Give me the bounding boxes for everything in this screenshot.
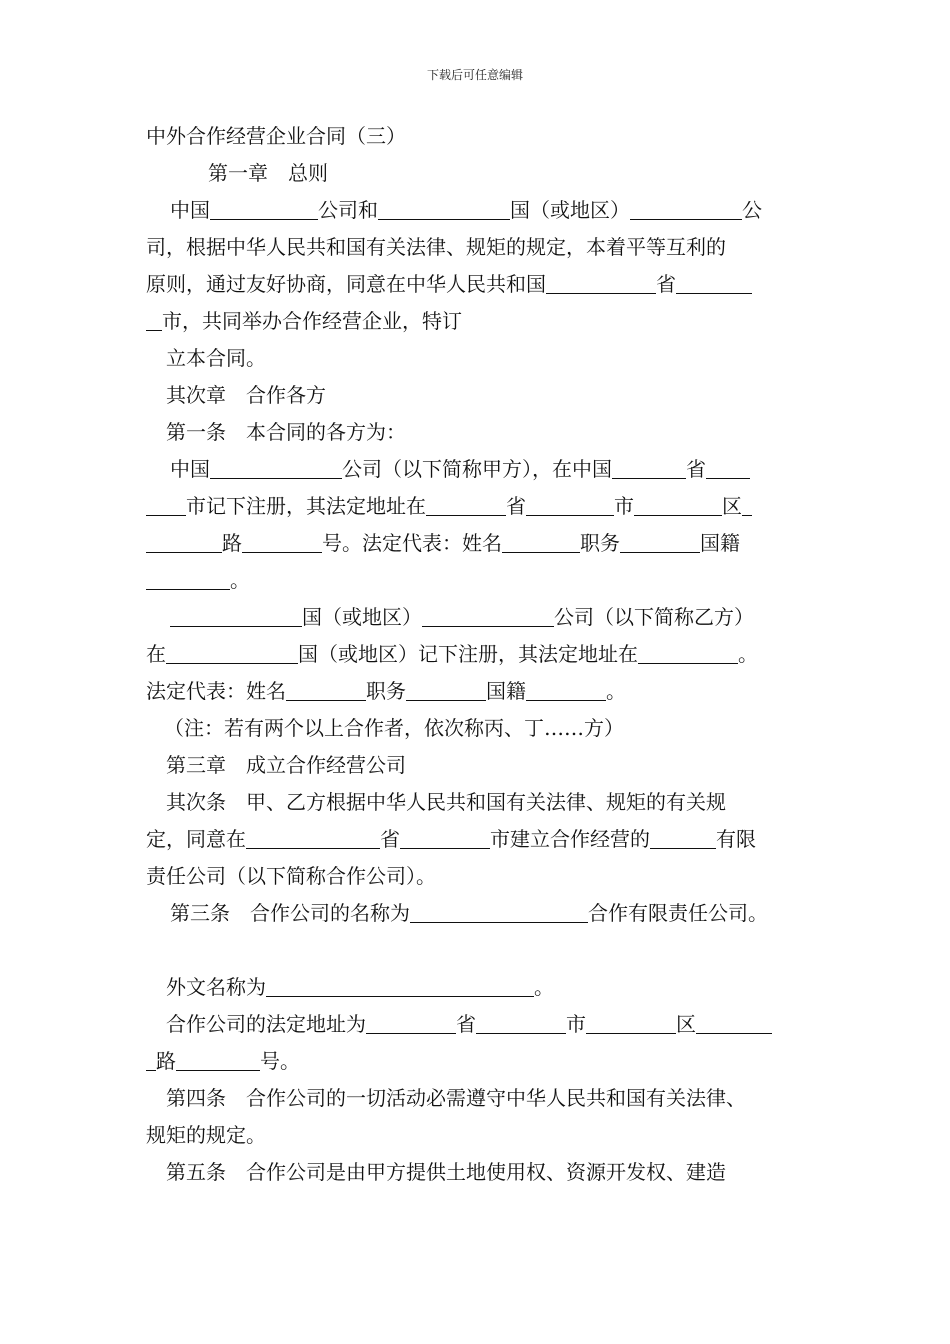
- paragraph-intro-line-2: 司，根据中华人民共和国有关法律、规矩的规定，本着平等互利的: [146, 235, 726, 259]
- blank-field[interactable]: [166, 643, 298, 664]
- blank-field[interactable]: [620, 532, 700, 553]
- blank-field[interactable]: [146, 310, 162, 331]
- blank-field[interactable]: [586, 1013, 676, 1034]
- blank-field[interactable]: [476, 1013, 566, 1034]
- blank-field[interactable]: [210, 458, 342, 479]
- party-a-line-4: 。: [146, 562, 810, 599]
- blank-field[interactable]: [286, 680, 366, 701]
- blank-field[interactable]: [676, 273, 752, 294]
- blank-field[interactable]: [146, 569, 230, 590]
- blank-field[interactable]: [546, 273, 656, 294]
- blank-field[interactable]: [246, 828, 380, 849]
- blank-field[interactable]: [612, 458, 686, 479]
- blank-field[interactable]: [378, 199, 510, 220]
- blank-field[interactable]: [400, 828, 490, 849]
- article-2-line-3: 责任公司（以下简称合作公司）。: [146, 864, 436, 888]
- chapter-1-heading: 第一章 总则: [208, 161, 328, 185]
- chapter-2-heading: 其次章 合作各方: [166, 383, 326, 407]
- blank-field[interactable]: [406, 680, 486, 701]
- paragraph-intro-line-4: 市，共同举办合作经营企业，特订: [146, 303, 810, 340]
- parties-note: （注：若有两个以上合作者，依次称丙、丁……方）: [164, 716, 624, 740]
- blank-field[interactable]: [526, 495, 614, 516]
- paragraph-intro-line-5: 立本合同。: [166, 346, 266, 370]
- paragraph-intro-line-1: 中国 公司和 国（或地区） 公: [170, 198, 762, 222]
- document-title: 中外合作经营企业合同（三）: [146, 124, 406, 148]
- article-3-line-3: 合作公司的法定地址为 省 市 区: [146, 1006, 810, 1043]
- page-header-note: 下载后可任意编辑: [426, 68, 523, 82]
- article-5-line-1: 第五条 合作公司是由甲方提供土地使用权、资源开发权、建造: [166, 1160, 726, 1184]
- party-a-line-3: 路 号。法定代表：姓名 职务 国籍: [146, 525, 810, 562]
- blank-field[interactable]: [410, 902, 588, 923]
- blank-field[interactable]: [170, 606, 302, 627]
- article-3-line-4: 路 号。: [146, 1043, 810, 1080]
- chapter-3-heading: 第三章 成立合作经营公司: [166, 753, 406, 777]
- article-4-line-1: 第四条 合作公司的一切活动必需遵守中华人民共和国有关法律、: [166, 1086, 746, 1110]
- article-3-line-2: 外文名称为 。: [166, 975, 554, 999]
- blank-field[interactable]: [146, 1050, 156, 1071]
- party-b-line-2: 在 国（或地区）记下注册，其法定地址在 。: [146, 642, 758, 666]
- contract-document: [146, 118, 810, 1191]
- blank-field[interactable]: [266, 976, 534, 997]
- article-3-line-1: 第三条 合作公司的名称为 合作有限责任公司。: [170, 901, 768, 925]
- blank-field[interactable]: [146, 532, 222, 553]
- blank-field[interactable]: [426, 495, 506, 516]
- blank-field[interactable]: [422, 606, 554, 627]
- party-a-line-1: 中国 公司（以下简称甲方），在中国 省: [146, 451, 810, 488]
- blank-field[interactable]: [630, 199, 742, 220]
- blank-field[interactable]: [502, 532, 580, 553]
- blank-field[interactable]: [634, 495, 722, 516]
- article-2-line-1: 其次条 甲、乙方根据中华人民共和国有关法律、规矩的有关规: [166, 790, 726, 814]
- blank-field[interactable]: [638, 643, 738, 664]
- party-b-line-3: 法定代表：姓名 职务 国籍 。: [146, 679, 626, 703]
- blank-field[interactable]: [706, 458, 750, 479]
- party-b-line-1: 国（或地区） 公司（以下简称乙方）: [146, 599, 810, 636]
- article-4-line-2: 规矩的规定。: [146, 1123, 266, 1147]
- blank-field[interactable]: [526, 680, 606, 701]
- blank-field[interactable]: [146, 495, 186, 516]
- blank-field[interactable]: [742, 495, 752, 516]
- article-2-line-2: 定，同意在 省 市建立合作经营的 有限: [146, 827, 756, 851]
- article-1-heading: 第一条 本合同的各方为：: [166, 420, 406, 444]
- party-a-line-2: 市记下注册，其法定地址在 省 市 区: [146, 488, 810, 525]
- blank-field[interactable]: [242, 532, 322, 553]
- blank-field[interactable]: [696, 1013, 772, 1034]
- blank-field[interactable]: [210, 199, 318, 220]
- blank-field[interactable]: [650, 828, 716, 849]
- blank-field[interactable]: [366, 1013, 456, 1034]
- blank-field[interactable]: [176, 1050, 260, 1071]
- paragraph-intro-line-3: 原则，通过友好协商，同意在中华人民共和国 省: [146, 266, 810, 303]
